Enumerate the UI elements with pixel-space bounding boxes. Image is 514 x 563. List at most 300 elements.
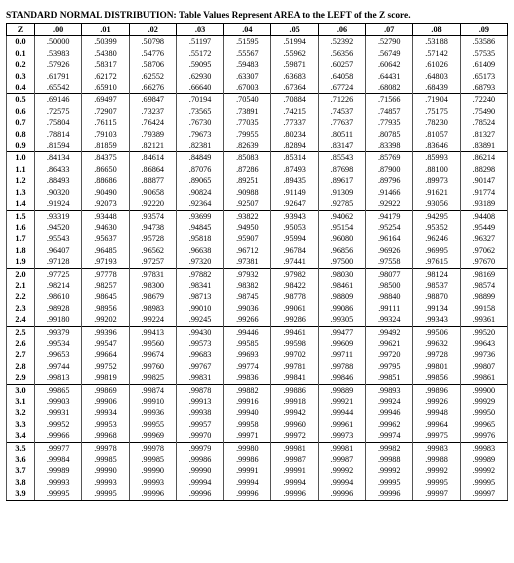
probability-cell: .96638 [176, 245, 223, 256]
probability-cell: .99989 [35, 465, 82, 476]
column-header: .03 [176, 24, 223, 36]
probability-cell: .99986 [224, 454, 271, 465]
probability-cell: .99970 [176, 430, 223, 442]
probability-cell: .99788 [318, 361, 365, 372]
probability-cell: .75490 [460, 106, 507, 117]
column-header: .09 [460, 24, 507, 36]
probability-cell: .70194 [176, 94, 223, 106]
probability-cell: .99988 [366, 454, 413, 465]
probability-cell: .75804 [35, 117, 82, 128]
probability-cell: .99991 [271, 465, 318, 476]
probability-cell: .88686 [82, 175, 129, 186]
probability-cell: .53983 [35, 48, 82, 59]
probability-cell: .99944 [318, 407, 365, 418]
probability-cell: .99396 [82, 326, 129, 338]
probability-cell: .99977 [35, 442, 82, 454]
probability-cell: .86650 [82, 164, 129, 175]
z-value-cell: 1.0 [7, 152, 35, 164]
probability-cell: .53586 [460, 36, 507, 48]
probability-cell: .99903 [35, 396, 82, 407]
probability-cell: .51197 [176, 36, 223, 48]
probability-cell: .99202 [82, 314, 129, 326]
probability-cell: .99983 [413, 442, 460, 454]
probability-cell: .76424 [129, 117, 176, 128]
probability-cell: .99946 [366, 407, 413, 418]
z-value-cell: 1.1 [7, 164, 35, 175]
probability-cell: .95907 [224, 233, 271, 244]
probability-cell: .87493 [271, 164, 318, 175]
probability-cell: .99934 [82, 407, 129, 418]
probability-cell: .99978 [82, 442, 129, 454]
probability-cell: .80785 [366, 129, 413, 140]
z-value-cell: 2.7 [7, 349, 35, 360]
probability-cell: .93943 [271, 210, 318, 222]
table-row [7, 164, 508, 175]
table-row [7, 384, 508, 396]
probability-cell: .99836 [224, 372, 271, 384]
probability-cell: .99086 [318, 303, 365, 314]
z-value-cell: 3.4 [7, 430, 35, 442]
probability-cell: .97615 [413, 256, 460, 268]
probability-cell: .52790 [366, 36, 413, 48]
probability-cell: .95637 [82, 233, 129, 244]
probability-cell: .73891 [224, 106, 271, 117]
z-value-cell: 0.4 [7, 82, 35, 94]
probability-cell: .99964 [413, 419, 460, 430]
probability-cell: .99286 [271, 314, 318, 326]
probability-cell: .99926 [413, 396, 460, 407]
probability-cell: .99969 [129, 430, 176, 442]
probability-cell: .84614 [129, 152, 176, 164]
probability-cell: .99960 [271, 419, 318, 430]
probability-cell: .99224 [129, 314, 176, 326]
table-row [7, 291, 508, 302]
probability-cell: .99995 [460, 477, 507, 488]
probability-cell: .99993 [35, 477, 82, 488]
probability-cell: .99720 [366, 349, 413, 360]
probability-cell: .99886 [271, 384, 318, 396]
probability-cell: .57926 [35, 59, 82, 70]
probability-cell: .99982 [366, 442, 413, 454]
z-value-cell: 0.9 [7, 140, 35, 152]
probability-cell: .98500 [366, 280, 413, 291]
table-row [7, 326, 508, 338]
probability-cell: .98077 [366, 268, 413, 280]
probability-cell: .57142 [413, 48, 460, 59]
probability-cell: .97441 [271, 256, 318, 268]
probability-cell: .99913 [176, 396, 223, 407]
probability-cell: .89251 [224, 175, 271, 186]
probability-cell: .99036 [224, 303, 271, 314]
probability-cell: .99983 [460, 442, 507, 454]
probability-cell: .86214 [460, 152, 507, 164]
table-row [7, 233, 508, 244]
probability-cell: .99573 [176, 338, 223, 349]
document-page [6, 10, 508, 501]
probability-cell: .99711 [318, 349, 365, 360]
probability-cell: .99893 [366, 384, 413, 396]
probability-cell: .97982 [271, 268, 318, 280]
table-row [7, 94, 508, 106]
probability-cell: .99245 [176, 314, 223, 326]
probability-cell: .99987 [318, 454, 365, 465]
table-row [7, 280, 508, 291]
probability-cell: .99924 [366, 396, 413, 407]
probability-cell: .99993 [82, 477, 129, 488]
probability-cell: .79389 [129, 129, 176, 140]
z-value-cell: 3.7 [7, 465, 35, 476]
column-header: .00 [35, 24, 82, 36]
probability-cell: .99976 [460, 430, 507, 442]
probability-cell: .67364 [271, 82, 318, 94]
probability-cell: .99988 [413, 454, 460, 465]
probability-cell: .69847 [129, 94, 176, 106]
probability-cell: .99957 [176, 419, 223, 430]
probability-cell: .91774 [460, 187, 507, 198]
probability-cell: .73237 [129, 106, 176, 117]
probability-cell: .99971 [224, 430, 271, 442]
probability-cell: .77337 [271, 117, 318, 128]
table-row [7, 82, 508, 94]
probability-cell: .77035 [224, 117, 271, 128]
probability-cell: .99995 [35, 488, 82, 500]
probability-cell: .78230 [413, 117, 460, 128]
probability-cell: .97831 [129, 268, 176, 280]
z-value-cell: 1.8 [7, 245, 35, 256]
probability-cell: .95728 [129, 233, 176, 244]
table-row [7, 140, 508, 152]
probability-cell: .94950 [224, 222, 271, 233]
z-value-cell: 3.9 [7, 488, 35, 500]
probability-cell: .74857 [366, 106, 413, 117]
table-row [7, 187, 508, 198]
probability-cell: .95053 [271, 222, 318, 233]
probability-cell: .99585 [224, 338, 271, 349]
probability-cell: .99534 [35, 338, 82, 349]
probability-cell: .88100 [413, 164, 460, 175]
probability-cell: .95352 [413, 222, 460, 233]
table-row [7, 36, 508, 48]
probability-cell: .99878 [176, 384, 223, 396]
probability-cell: .99702 [271, 349, 318, 360]
probability-cell: .97932 [224, 268, 271, 280]
probability-cell: .85543 [318, 152, 365, 164]
probability-cell: .99992 [318, 465, 365, 476]
probability-cell: .77637 [318, 117, 365, 128]
table-row [7, 454, 508, 465]
probability-cell: .99990 [82, 465, 129, 476]
table-row [7, 465, 508, 476]
probability-cell: .81057 [413, 129, 460, 140]
probability-cell: .99994 [271, 477, 318, 488]
probability-cell: .51595 [224, 36, 271, 48]
probability-cell: .66640 [176, 82, 223, 94]
probability-cell: .96080 [318, 233, 365, 244]
probability-cell: .99990 [176, 465, 223, 476]
probability-cell: .98461 [318, 280, 365, 291]
probability-cell: .65910 [82, 82, 129, 94]
z-value-cell: 2.8 [7, 361, 35, 372]
probability-cell: .91924 [35, 198, 82, 210]
probability-cell: .99760 [129, 361, 176, 372]
probability-cell: .99865 [35, 384, 82, 396]
probability-cell: .99938 [176, 407, 223, 418]
probability-cell: .99744 [35, 361, 82, 372]
probability-cell: .99984 [35, 454, 82, 465]
probability-cell: .99980 [224, 442, 271, 454]
table-row [7, 268, 508, 280]
probability-cell: .88493 [35, 175, 82, 186]
z-value-cell: 0.0 [7, 36, 35, 48]
probability-cell: .99477 [318, 326, 365, 338]
probability-cell: .99958 [224, 419, 271, 430]
table-row [7, 488, 508, 500]
probability-cell: .61026 [413, 59, 460, 70]
probability-cell: .64803 [413, 71, 460, 82]
table-row [7, 396, 508, 407]
probability-cell: .98745 [224, 291, 271, 302]
z-value-cell: 2.6 [7, 338, 35, 349]
z-value-cell: 3.3 [7, 419, 35, 430]
probability-cell: .74215 [271, 106, 318, 117]
z-value-cell: 1.4 [7, 198, 35, 210]
probability-cell: .96407 [35, 245, 82, 256]
probability-cell: .61791 [35, 71, 82, 82]
probability-cell: .99962 [366, 419, 413, 430]
probability-cell: .68082 [366, 82, 413, 94]
probability-cell: .59095 [176, 59, 223, 70]
probability-cell: .98610 [35, 291, 82, 302]
probability-cell: .90988 [224, 187, 271, 198]
probability-cell: .99010 [176, 303, 223, 314]
probability-cell: .67003 [224, 82, 271, 94]
probability-cell: .99965 [460, 419, 507, 430]
probability-cell: .99492 [366, 326, 413, 338]
probability-cell: .89796 [366, 175, 413, 186]
table-row [7, 442, 508, 454]
probability-cell: .97381 [224, 256, 271, 268]
probability-cell: .74537 [318, 106, 365, 117]
probability-cell: .99953 [82, 419, 129, 430]
probability-cell: .50000 [35, 36, 82, 48]
probability-cell: .50399 [82, 36, 129, 48]
probability-cell: .71904 [413, 94, 460, 106]
probability-cell: .89435 [271, 175, 318, 186]
probability-cell: .77935 [366, 117, 413, 128]
probability-cell: .99621 [366, 338, 413, 349]
table-row [7, 59, 508, 70]
probability-cell: .83147 [318, 140, 365, 152]
table-row [7, 361, 508, 372]
table-row [7, 407, 508, 418]
probability-cell: .99266 [224, 314, 271, 326]
probability-cell: .86433 [35, 164, 82, 175]
probability-cell: .99942 [271, 407, 318, 418]
probability-cell: .99882 [224, 384, 271, 396]
probability-cell: .99134 [413, 303, 460, 314]
probability-cell: .96995 [413, 245, 460, 256]
probability-cell: .95154 [318, 222, 365, 233]
probability-cell: .99361 [460, 314, 507, 326]
probability-cell: .99996 [366, 488, 413, 500]
probability-cell: .92647 [271, 198, 318, 210]
probability-cell: .99180 [35, 314, 82, 326]
z-value-cell: 0.5 [7, 94, 35, 106]
z-value-cell: 1.2 [7, 175, 35, 186]
z-value-cell: 1.7 [7, 233, 35, 244]
probability-cell: .76730 [176, 117, 223, 128]
z-value-cell: 3.6 [7, 454, 35, 465]
column-header: .06 [318, 24, 365, 36]
probability-cell: .89617 [318, 175, 365, 186]
probability-cell: .83891 [460, 140, 507, 152]
probability-cell: .98983 [129, 303, 176, 314]
table-row [7, 71, 508, 82]
probability-cell: .99520 [460, 326, 507, 338]
probability-cell: .99994 [176, 477, 223, 488]
table-row [7, 117, 508, 128]
probability-cell: .99979 [176, 442, 223, 454]
probability-cell: .98257 [82, 280, 129, 291]
probability-cell: .97193 [82, 256, 129, 268]
probability-cell: .98300 [129, 280, 176, 291]
probability-cell: .73565 [176, 106, 223, 117]
probability-cell: .93822 [224, 210, 271, 222]
z-value-cell: 3.5 [7, 442, 35, 454]
probability-cell: .93319 [35, 210, 82, 222]
probability-cell: .95254 [366, 222, 413, 233]
probability-cell: .91621 [413, 187, 460, 198]
probability-cell: .99869 [82, 384, 129, 396]
probability-cell: .94520 [35, 222, 82, 233]
table-row [7, 314, 508, 326]
probability-cell: .54380 [82, 48, 129, 59]
probability-cell: .80511 [318, 129, 365, 140]
table-row [7, 338, 508, 349]
column-header: .07 [366, 24, 413, 36]
probability-cell: .96712 [224, 245, 271, 256]
probability-cell: .99851 [366, 372, 413, 384]
probability-cell: .99856 [413, 372, 460, 384]
probability-cell: .94738 [129, 222, 176, 233]
probability-cell: .99985 [82, 454, 129, 465]
probability-cell: .85314 [271, 152, 318, 164]
probability-cell: .92922 [366, 198, 413, 210]
probability-cell: .99994 [224, 477, 271, 488]
probability-cell: .99889 [318, 384, 365, 396]
probability-cell: .98679 [129, 291, 176, 302]
probability-cell: .99900 [460, 384, 507, 396]
probability-cell: .57535 [460, 48, 507, 59]
probability-cell: .89973 [413, 175, 460, 186]
probability-cell: .91149 [271, 187, 318, 198]
probability-cell: .98870 [413, 291, 460, 302]
probability-cell: .92073 [82, 198, 129, 210]
probability-cell: .98574 [460, 280, 507, 291]
probability-cell: .54776 [129, 48, 176, 59]
probability-cell: .99987 [271, 454, 318, 465]
probability-cell: .99061 [271, 303, 318, 314]
table-row [7, 349, 508, 360]
probability-cell: .99861 [460, 372, 507, 384]
table-row [7, 256, 508, 268]
probability-cell: .95994 [271, 233, 318, 244]
probability-cell: .99916 [224, 396, 271, 407]
probability-cell: .78524 [460, 117, 507, 128]
column-header: .05 [271, 24, 318, 36]
probability-cell: .80234 [271, 129, 318, 140]
probability-cell: .99981 [271, 442, 318, 454]
probability-cell: .67724 [318, 82, 365, 94]
probability-cell: .95543 [35, 233, 82, 244]
probability-cell: .95449 [460, 222, 507, 233]
probability-cell: .87286 [224, 164, 271, 175]
table-row [7, 372, 508, 384]
probability-cell: .62172 [82, 71, 129, 82]
z-value-cell: 2.2 [7, 291, 35, 302]
probability-cell: .99653 [35, 349, 82, 360]
probability-cell: .55172 [176, 48, 223, 59]
probability-cell: .97500 [318, 256, 365, 268]
z-value-cell: 2.3 [7, 303, 35, 314]
column-header: .01 [82, 24, 129, 36]
probability-cell: .88298 [460, 164, 507, 175]
probability-cell: .99664 [82, 349, 129, 360]
table-row [7, 303, 508, 314]
probability-cell: .94845 [176, 222, 223, 233]
probability-cell: .69497 [82, 94, 129, 106]
probability-cell: .60642 [366, 59, 413, 70]
probability-cell: .93699 [176, 210, 223, 222]
probability-cell: .90824 [176, 187, 223, 198]
probability-cell: .75175 [413, 106, 460, 117]
probability-cell: .76115 [82, 117, 129, 128]
probability-cell: .94630 [82, 222, 129, 233]
probability-cell: .82639 [224, 140, 271, 152]
probability-cell: .98899 [460, 291, 507, 302]
probability-cell: .53188 [413, 36, 460, 48]
probability-cell: .62930 [176, 71, 223, 82]
table-row [7, 210, 508, 222]
probability-cell: .98030 [318, 268, 365, 280]
probability-cell: .98778 [271, 291, 318, 302]
probability-cell: .98382 [224, 280, 271, 291]
probability-cell: .81859 [82, 140, 129, 152]
probability-cell: .96784 [271, 245, 318, 256]
probability-cell: .99991 [224, 465, 271, 476]
probability-cell: .99993 [129, 477, 176, 488]
probability-cell: .99674 [129, 349, 176, 360]
column-header-z: Z [7, 24, 35, 36]
probability-cell: .66276 [129, 82, 176, 94]
probability-cell: .99921 [318, 396, 365, 407]
probability-cell: .99997 [460, 488, 507, 500]
probability-cell: .99767 [176, 361, 223, 372]
probability-cell: .99950 [460, 407, 507, 418]
probability-cell: .72907 [82, 106, 129, 117]
probability-cell: .99952 [35, 419, 82, 430]
probability-cell: .99978 [129, 442, 176, 454]
probability-cell: .51994 [271, 36, 318, 48]
probability-cell: .99929 [460, 396, 507, 407]
probability-cell: .99643 [460, 338, 507, 349]
probability-cell: .98341 [176, 280, 223, 291]
probability-cell: .96246 [413, 233, 460, 244]
z-value-cell: 2.0 [7, 268, 35, 280]
probability-cell: .97558 [366, 256, 413, 268]
probability-cell: .64058 [318, 71, 365, 82]
probability-cell: .82121 [129, 140, 176, 152]
